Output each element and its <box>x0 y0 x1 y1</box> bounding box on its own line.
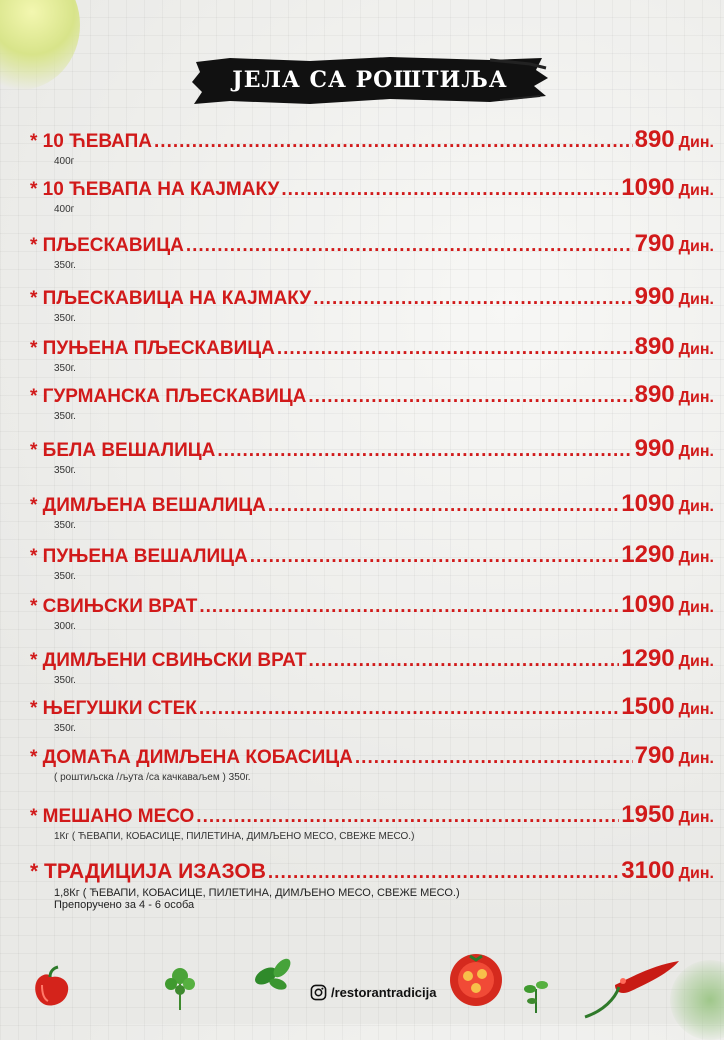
dot-leader <box>199 596 619 618</box>
item-name: * ПУЊЕНА ВЕШАЛИЦА <box>30 546 248 567</box>
dot-leader <box>268 495 619 517</box>
dot-leader <box>313 288 632 310</box>
item-price: 1090 <box>621 174 675 201</box>
item-weight: 400г <box>54 204 75 215</box>
menu-item <box>30 435 714 476</box>
item-currency: Дин. <box>678 809 714 826</box>
dot-leader <box>186 235 633 257</box>
item-weight: 350г. <box>54 571 76 582</box>
dot-leader <box>250 546 620 568</box>
item-name: * ГУРМАНСКА ПЉЕСКАВИЦА <box>30 386 307 407</box>
item-price: 1290 <box>621 645 675 672</box>
menu-item <box>30 174 714 215</box>
item-currency: Дин. <box>678 701 714 718</box>
dot-leader <box>199 698 619 720</box>
tomato-icon <box>448 950 504 1008</box>
item-name: * ДИМЉЕНА ВЕШАЛИЦА <box>30 495 266 516</box>
item-currency: Дин. <box>678 549 714 566</box>
item-weight: 350г. <box>54 411 76 422</box>
item-currency: Дин. <box>678 653 714 670</box>
item-currency: Дин. <box>678 599 714 616</box>
item-currency: Дин. <box>678 443 714 460</box>
item-name: * 10 ЋЕВАПА НА КАЈМАКУ <box>30 179 280 200</box>
item-currency: Дин. <box>678 291 714 308</box>
chili-pepper-icon <box>575 955 685 1021</box>
dot-leader <box>355 747 633 769</box>
item-currency: Дин. <box>678 865 714 882</box>
red-pepper-icon <box>30 965 74 1009</box>
menu-item <box>30 490 714 531</box>
item-detail: 1Кг ( ЋЕВАПИ, КОБАСИЦЕ, ПИЛЕТИНА, ДИМЉЕНО МЕСО, СВЕЖЕ МЕСО.) <box>54 831 415 842</box>
item-name: * ПЉЕСКАВИЦА НА КАЈМАКУ <box>30 288 312 309</box>
dot-leader <box>217 440 632 462</box>
menu-item <box>30 801 714 842</box>
menu-item <box>30 381 714 422</box>
dot-leader <box>268 862 619 884</box>
lime-decoration <box>0 0 80 90</box>
basil-icon <box>248 950 298 996</box>
menu-item <box>30 591 714 632</box>
dot-leader <box>308 386 632 408</box>
menu-item <box>30 742 714 783</box>
item-price: 790 <box>634 230 675 257</box>
item-currency: Дин. <box>678 498 714 515</box>
menu-item <box>30 693 714 734</box>
menu-item <box>30 126 714 167</box>
item-name: * ДИМЉЕНИ СВИЊСКИ ВРАТ <box>30 650 307 671</box>
item-price: 890 <box>634 126 675 153</box>
menu-item <box>30 857 714 911</box>
item-name: * БЕЛА ВЕШАЛИЦА <box>30 440 216 461</box>
item-currency: Дин. <box>678 341 714 358</box>
parsley-icon <box>160 962 200 1012</box>
item-name: * ЊЕГУШКИ СТЕК <box>30 698 197 719</box>
menu-item <box>30 333 714 374</box>
item-currency: Дин. <box>678 182 714 199</box>
menu-item <box>30 541 714 582</box>
item-price: 1090 <box>621 490 675 517</box>
item-price: 790 <box>634 742 675 769</box>
item-price: 990 <box>634 283 675 310</box>
item-detail: 1,8Кг ( ЋЕВАПИ, КОБАСИЦЕ, ПИЛЕТИНА, ДИМЉЕНО МЕСО, СВЕЖЕ МЕСО.) <box>54 887 460 899</box>
dot-leader <box>154 131 633 153</box>
item-name: * ДОМАЋА ДИМЉЕНА КОБАСИЦА <box>30 747 353 768</box>
menu-item <box>30 230 714 271</box>
item-weight: 300г. <box>54 621 76 632</box>
dot-leader <box>308 650 619 672</box>
item-name: * МЕШАНО МЕСО <box>30 806 195 827</box>
item-weight: 350г. <box>54 363 76 374</box>
item-price: 1500 <box>621 693 675 720</box>
menu-item <box>30 283 714 324</box>
item-weight: 350г. <box>54 723 76 734</box>
item-price: 1950 <box>621 801 675 828</box>
item-price: 1090 <box>621 591 675 618</box>
herb-sprig-icon <box>520 975 552 1015</box>
item-weight: 350г. <box>54 260 76 271</box>
item-name: * ПЉЕСКАВИЦА <box>30 235 184 256</box>
dot-leader <box>196 806 619 828</box>
menu-item <box>30 645 714 686</box>
menu-title-banner <box>190 52 550 108</box>
item-weight: 350г. <box>54 520 76 531</box>
instagram-handle[interactable]: /restorantradicija <box>331 985 437 1000</box>
item-price: 890 <box>634 333 675 360</box>
item-currency: Дин. <box>678 134 714 151</box>
item-name: * 10 ЋЕВАПА <box>30 131 153 152</box>
item-price: 990 <box>634 435 675 462</box>
item-weight: 400г <box>54 156 75 167</box>
item-price: 890 <box>634 381 675 408</box>
item-name: * СВИЊСКИ ВРАТ <box>30 596 198 617</box>
instagram-footer <box>310 984 437 1001</box>
item-name: * ПУЊЕНА ПЉЕСКАВИЦА <box>30 338 275 359</box>
item-price: 3100 <box>621 857 675 884</box>
item-currency: Дин. <box>678 389 714 406</box>
item-weight: 350г. <box>54 675 76 686</box>
menu-title: ЈЕЛА СА РОШТИЉА <box>232 67 508 93</box>
item-currency: Дин. <box>678 238 714 255</box>
dot-leader <box>281 179 619 201</box>
item-weight: 350г. <box>54 313 76 324</box>
item-name: * ТРАДИЦИЈА ИЗАЗОВ <box>30 860 266 883</box>
item-detail: ( роштиљска /љута /са качкаваљем ) 350г. <box>54 772 251 783</box>
item-weight: 350г. <box>54 465 76 476</box>
instagram-icon <box>310 984 327 1001</box>
dot-leader <box>277 338 633 360</box>
item-price: 1290 <box>621 541 675 568</box>
item-note: Препоручено за 4 - 6 особа <box>54 899 195 911</box>
item-currency: Дин. <box>678 750 714 767</box>
